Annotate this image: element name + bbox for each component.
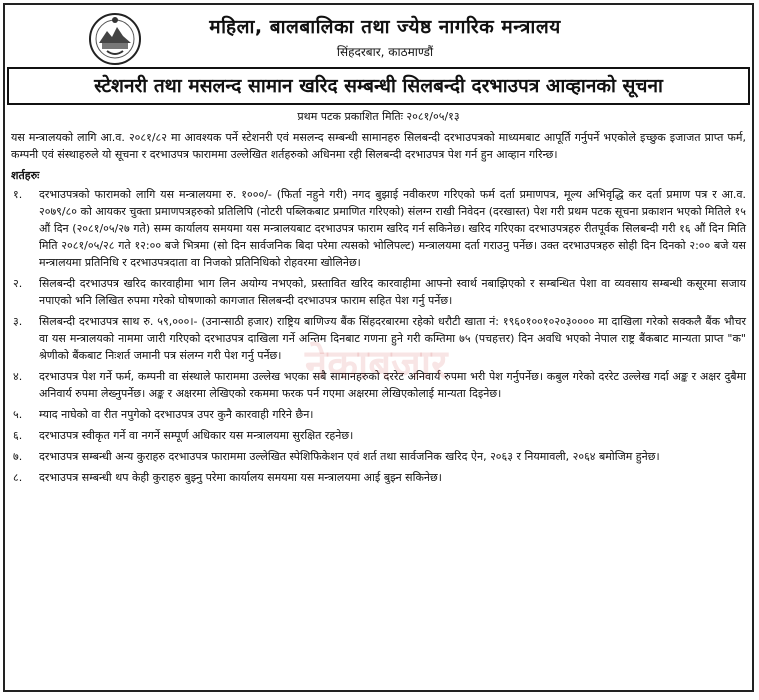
conditions-heading: शर्तहरुः	[11, 169, 40, 182]
condition-text: दरभाउपत्रको फारामको लागि यस मन्त्रालयमा रु. १०००/- (फिर्ता नहुने गरी) नगद बुझाई नवीकरण गरिएको फर्म दर्ता प्रमाणपत्र, मूल्य अभिवृद्धि कर दर्ता प्रमाण पत्र र आ.व. २०७९/८० को आयकर चुक्ता प्रमाणपत्रहरुको प्रतिलिपि (नोटरी पब्लिकबाट प्रमाणित गरिएको) संलग्न राखी निवेदन (दरखास्त) पेश गरी प्रथम पटक सूचना प्रकाशन भएको मितिले १५ औं दिन (२०८१/०५/२७ गते) सम्म कार्यालय समयमा यस मन्त्रालयबाट दरभाउपत्र फाराम खरिद गर्न सकिनेछ। खरिद गरिएका दरभाउपत्रहरु रीतपूर्वक सिलबन्दी गरी १६ औं दिन मिति मिति २०८१/०५/२८ गते १२:०० बजे भित्रमा (सो दिन सार्वजनिक बिदा परेमा त्यसको भोलिपल्ट) मन्त्रालयमा दर्ता गराउनु पर्नेछ। उक्त दरभाउपत्रहरु सोही दिन दिनको २:०० बजे यस मन्त्रालयमा प्रतिनिधि र दरभाउपत्रदाता वा निजको प्रतिनिधिको रोहवरमा खोलिनेछ।	[39, 188, 746, 269]
condition-item	[11, 368, 746, 402]
condition-number: ४.	[13, 370, 23, 383]
notice-body	[11, 129, 746, 490]
condition-text: सिलबन्दी दरभाउपत्र खरिद कारवाहीमा भाग लिन अयोग्य नभएको, प्रस्तावित खरिद कारवाहीमा आफ्नो स्वार्थ नबाझिएको र सम्बन्धित पेशा वा व्यवसाय सम्बन्धी कसूरमा सजाय नपाएको भनि लिखित रुपमा गरेको घोषणाको कागजात सिलबन्दी दरभाउपत्र फाराम सहित पेश गर्नु पर्नेछ।	[39, 277, 746, 307]
condition-item	[11, 313, 746, 364]
condition-item	[11, 186, 746, 271]
condition-text: दरभाउपत्र स्वीकृत गर्ने वा नगर्ने सम्पूर्ण अधिकार यस मन्त्रालयमा सुरक्षित रहनेछ।	[39, 429, 354, 442]
condition-number: ७.	[13, 450, 23, 463]
ministry-name: महिला, बालबालिका तथा ज्येष्ठ नागरिक मन्त्रालय	[209, 16, 561, 38]
condition-number: ६.	[13, 429, 23, 442]
condition-text: दरभाउपत्र पेश गर्ने फर्म, कम्पनी वा संस्थाले फाराममा उल्लेख भएका सबै सामानहरुको दररेट अनिवार्य रुपमा भरी पेश गर्नुपर्नेछ। कबुल गरेको दररेट उल्लेख गर्दा अङ्क र अक्षर दुबैमा अनिवार्य रुपमा लेख्नुपर्नेछ। अङ्क र अक्षरमा लेखिएको रकममा फरक पर्न गएमा अक्षरमा लेखिएकोलाई मान्यता दिइनेछ।	[39, 370, 746, 400]
notice-title: स्टेशनरी तथा मसलन्द सामान खरिद सम्बन्धी सिलबन्दी दरभाउपत्र आव्हानको सूचना	[7, 67, 750, 105]
condition-item	[11, 427, 746, 444]
intro-paragraph: यस मन्त्रालयको लागि आ.व. २०८१/८२ मा आवश्यक पर्ने स्टेशनरी एवं मसलन्द सम्बन्धी सामानहरु सिलबन्दी दरभाउपत्रको माध्यमबाट आपूर्ति गर्नुपर्ने भएकोले इच्छुक इजाजत प्राप्त फर्म, कम्पनी एवं संस्थाहरुले यो सूचना र दरभाउपत्र फाराममा उल्लेखित शर्तहरुको अधिनमा रही सिलबन्दी दरभाउपत्र पेश गर्न हुन आव्हान गरिन्छ।	[11, 131, 746, 161]
condition-number: १.	[13, 188, 23, 201]
nepal-emblem-icon	[85, 11, 145, 67]
condition-number: २.	[13, 277, 23, 290]
condition-text: दरभाउपत्र सम्बन्धी थप केही कुराहरु बुझ्नु परेमा कार्यालय समयमा यस मन्त्रालयमा आई बुझ्न सकिनेछ।	[39, 471, 442, 484]
condition-number: ८.	[13, 471, 23, 484]
ministry-address: सिंहदरबार, काठमाण्डौं	[336, 45, 434, 59]
watermark: नेकाबजार	[305, 342, 448, 388]
condition-text: दरभाउपत्र सम्बन्धी अन्य कुराहरु दरभाउपत्र फाराममा उल्लेखित स्पेशिफिकेशन एवं शर्त तथा सार्वजनिक खरिद ऐन, २०६३ र नियमावली, २०६४ बमोजिम हुनेछ।	[39, 450, 660, 463]
condition-item	[11, 469, 746, 486]
condition-item	[11, 448, 746, 465]
condition-item	[11, 406, 746, 423]
condition-item	[11, 275, 746, 309]
condition-number: ३.	[13, 315, 23, 328]
publication-date: प्रथम पटक प्रकाशित मितिः २०८१/०५/१३	[297, 110, 460, 123]
condition-text: सिलबन्दी दरभाउपत्र साथ रु. ५९,०००।- (उनान्साठी हजार) राष्ट्रिय बाणिज्य बैंक सिंहदरबारमा रहेको धरौटी खाता नं: १९६०१००१०२०३०००० मा दाखिला गरेको सक्कलै बैंक भौचर वा यस मन्त्रालयको नाममा जारी गरिएको दरभाउपत्र दाखिला गर्ने अन्तिम दिनबाट गणना हुने गरी कम्तिमा ७५ (पचहत्तर) दिन अवधि भएको नेपाल राष्ट्र बैंकबाट मान्यता प्राप्त "क" श्रेणीको बैंकबाट निःशर्त जमानी पत्र संलग्न गरी पेश गर्नु पर्नेछ।	[39, 315, 746, 362]
condition-number: ५.	[13, 408, 23, 421]
notice	[3, 3, 754, 692]
condition-text: म्याद नाघेको वा रीत नपुगेको दरभाउपत्र उपर कुनै कारवाही गरिने छैन।	[39, 408, 314, 421]
conditions-list	[11, 186, 746, 486]
